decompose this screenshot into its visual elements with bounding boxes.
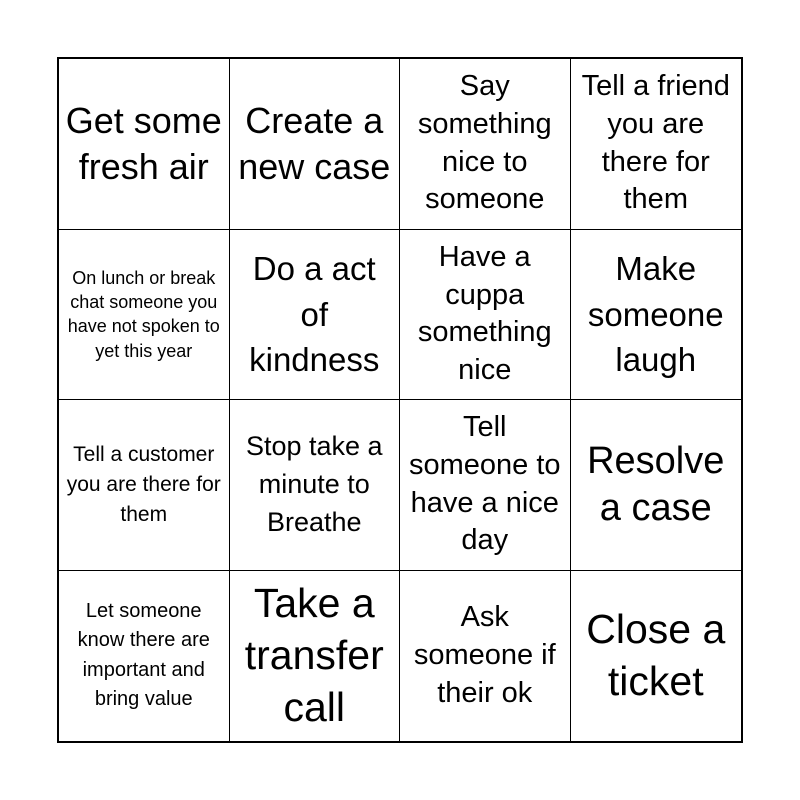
- bingo-cell[interactable]: [230, 59, 401, 230]
- bingo-cell[interactable]: [571, 59, 742, 230]
- bingo-cell-text: On lunch or break chat someone you have not spoken to yet this year: [67, 267, 220, 361]
- bingo-cell[interactable]: [59, 59, 230, 230]
- bingo-board: [57, 57, 743, 743]
- bingo-cell-text: Do a act of kindness: [249, 250, 380, 378]
- bingo-cell[interactable]: [59, 400, 230, 571]
- bingo-cell[interactable]: [400, 400, 571, 571]
- bingo-cell-text: Get some fresh air: [65, 100, 222, 187]
- bingo-cell-text: Tell someone to have a nice day: [408, 411, 561, 557]
- bingo-cell[interactable]: [59, 230, 230, 401]
- bingo-cell[interactable]: [230, 571, 401, 742]
- bingo-cell-text: Take a transfer call: [244, 580, 384, 730]
- bingo-cell[interactable]: [571, 400, 742, 571]
- bingo-cell-text: Resolve a case: [587, 440, 725, 529]
- bingo-cell[interactable]: [571, 571, 742, 742]
- bingo-cell-text: Tell a customer you are there for them: [66, 443, 221, 526]
- bingo-cell-text: Close a ticket: [586, 606, 726, 704]
- bingo-cell[interactable]: [400, 571, 571, 742]
- bingo-cell[interactable]: [400, 59, 571, 230]
- bingo-cell-text: Let someone know there are important and bring value: [77, 599, 210, 711]
- bingo-cell[interactable]: [59, 571, 230, 742]
- bingo-cell[interactable]: [400, 230, 571, 401]
- bingo-cell-text: Tell a friend you are there for them: [581, 70, 730, 216]
- bingo-cell-text: Stop take a minute to Breathe: [245, 431, 383, 537]
- bingo-cell[interactable]: [571, 230, 742, 401]
- bingo-cell-text: Have a cuppa something nice: [417, 240, 552, 386]
- bingo-cell-text: Make someone laugh: [587, 250, 724, 378]
- bingo-cell-text: Say something nice to someone: [417, 70, 552, 216]
- bingo-cell[interactable]: [230, 400, 401, 571]
- bingo-cell-text: Ask someone if their ok: [413, 601, 556, 709]
- bingo-cell-text: Create a new case: [238, 100, 391, 187]
- bingo-cell[interactable]: [230, 230, 401, 401]
